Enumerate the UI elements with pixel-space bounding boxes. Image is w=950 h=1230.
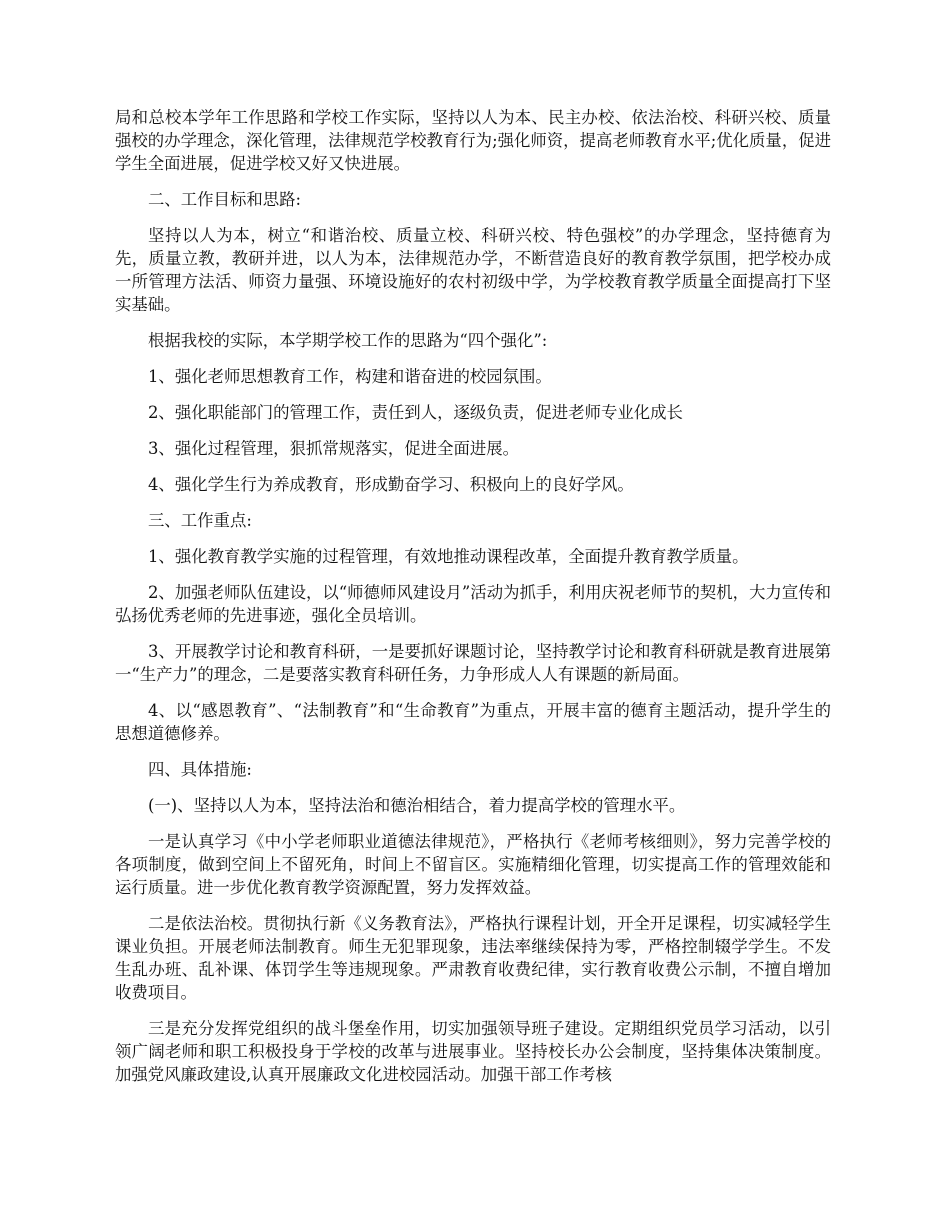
paragraph-measure-second: 二是依法治校。贯彻执行新《义务教育法》，严格执行课程计划，开全开足课程，切实减轻学生课业负担。开展老师法制教育。师生无犯罪现象，违法率继续保持为零，严格控制辍学学生。不发生乱办班、乱补课、体罚学生等违规现象。严肃教育收费纪律，实行教育收费公示制，不擅自增加收费项目。 xyxy=(115,914,831,1002)
section-heading-goals: 二、工作目标和思路: xyxy=(148,190,302,209)
list-item-priority-4: 4、以“感恩教育”、“法制教育”和“生命教育”为重点，开展丰富的德育主题活动，提升学生的思想道德修养。 xyxy=(115,701,831,743)
list-item-priority-1: 1、强化教育教学实施的过程管理，有效地推动课程改革，全面提升教育教学质量。 xyxy=(148,547,749,566)
section-heading-measures: 四、具体措施: xyxy=(148,760,252,779)
paragraph-measure-first: 一是认真学习《中小学老师职业道德法律规范》，严格执行《老师考核细则》，努力完善学校的各项制度，做到空间上不留死角，时间上不留盲区。实施精细化管理，切实提高工作的管理效能和运行质量。进一步优化教育教学资源配置，努力发挥效益。 xyxy=(115,832,831,897)
paragraph-intro: 局和总校本学年工作思路和学校工作实际，坚持以人为本、民主办校、依法治校、科研兴校、质量强校的办学理念，深化管理，法律规范学校教育行为;强化师资，提高老师教育水平;优化质量，促进学生全面进展，促进学校又好又快进展。 xyxy=(115,108,831,173)
document-page xyxy=(115,106,831,1099)
section-heading-priorities: 三、工作重点: xyxy=(148,511,252,530)
list-item-priority-2: 2、加强老师队伍建设，以“师德师风建设月”活动为抓手，利用庆祝老师节的契机，大力宣传和弘扬优秀老师的先进事迹，强化全员培训。 xyxy=(115,583,831,625)
list-item-strengthen-2: 2、强化职能部门的管理工作，责任到人，逐级负责，促进老师专业化成长 xyxy=(148,403,683,422)
list-item-strengthen-4: 4、强化学生行为养成教育，形成勤奋学习、积极向上的良好学风。 xyxy=(148,475,634,494)
paragraph-four-strengthen: 根据我校的实际，本学期学校工作的思路为“四个强化”: xyxy=(148,331,548,350)
paragraph-measure-third: 三是充分发挥党组织的战斗堡垒作用，切实加强领导班子建设。定期组织党员学习活动，以引领广阔老师和职工积极投身于学校的改革与进展事业。坚持校长办公会制度，坚持集体决策制度。加强党风廉政建设,认真开展廉政文化进校园活动。加强干部工作考核 xyxy=(115,1019,831,1084)
subsection-heading-measure-1: (一)、坚持以人为本，坚持法治和德治相结合，着力提高学校的管理水平。 xyxy=(148,796,686,815)
list-item-strengthen-1: 1、强化老师思想教育工作，构建和谐奋进的校园氛围。 xyxy=(148,367,552,386)
list-item-priority-3: 3、开展教学讨论和教育科研，一是要抓好课题讨论，坚持教学讨论和教育科研就是教育进展第一“生产力”的理念，二是要落实教育科研任务，力争形成人人有课题的新局面。 xyxy=(115,642,831,684)
paragraph-goals: 坚持以人为本，树立“和谐治校、质量立校、科研兴校、特色强校”的办学理念，坚持德育为先，质量立教，教研并进，以人为本，法律规范办学，不断营造良好的教育教学氛围，把学校办成一所管理方法活、师资力量强、环境设施好的农村初级中学，为学校教育教学质量全面提高打下坚实基础。 xyxy=(115,226,831,314)
list-item-strengthen-3: 3、强化过程管理，狠抓常规落实，促进全面进展。 xyxy=(148,439,520,458)
